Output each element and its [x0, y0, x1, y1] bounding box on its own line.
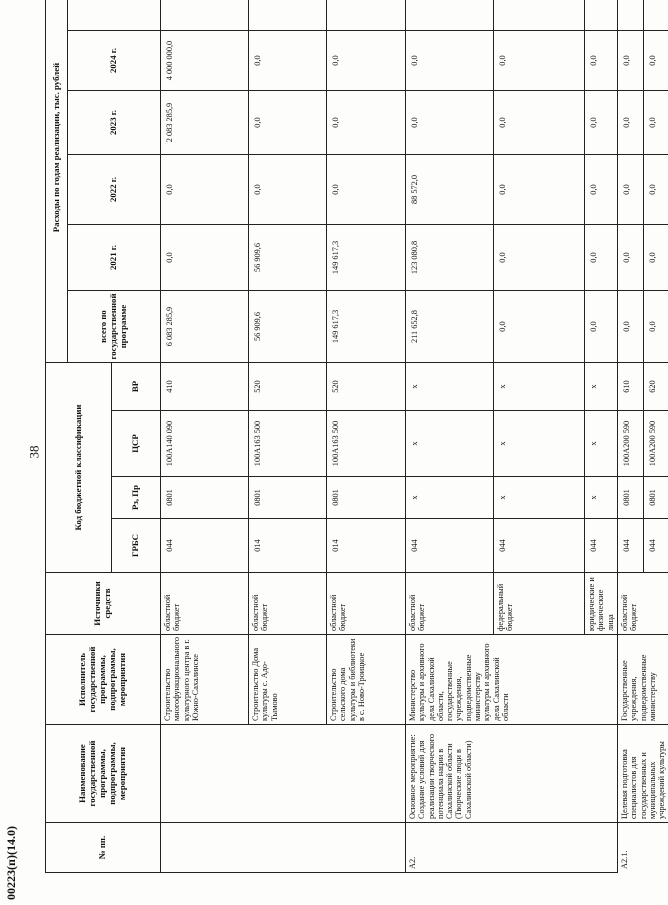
cell-grbs: 044 [405, 518, 493, 572]
cell-vr: 610 [617, 362, 643, 410]
cell-source: федеральный бюджет [493, 572, 584, 634]
cell-rzpr: 0801 [248, 476, 326, 518]
cell-y2022: 0,0 [326, 154, 405, 224]
header-num: № пп. [45, 822, 160, 872]
cell-y2024: 0,0 [584, 30, 617, 90]
cell-source: областной бюджет [326, 572, 405, 634]
header-grbs: ГРБС [111, 518, 160, 572]
budget-table [45, 32, 667, 873]
cell-total: 149 617,3 [326, 290, 405, 362]
cell-y2025 [493, 0, 584, 30]
cell-y2022: 0,0 [643, 154, 668, 224]
cell-y2021: 0,0 [160, 224, 248, 290]
cell-csr: 100A200 590 [617, 410, 643, 476]
cell-y2023: 0,0 [617, 90, 643, 154]
cell-y2023: 0,0 [493, 90, 584, 154]
cell-executor: Строительство Дома культуры с. Адо-Тымово [248, 634, 326, 724]
cell-grbs: 014 [248, 518, 326, 572]
cell-vr: х [405, 362, 493, 410]
footer-code: 00223(п)(14.0) [4, 826, 18, 900]
header-2024: 2024 г. [67, 30, 160, 90]
cell-name: Целевая подготовка специалистов для государственных и муниципальных учреждений культуры [617, 724, 668, 822]
cell-csr: 100A163 500 [248, 410, 326, 476]
header-csr: ЦСР [111, 410, 160, 476]
cell-source: областной бюджет [248, 572, 326, 634]
cell-vr: 620 [643, 362, 668, 410]
cell-csr: 100A163 500 [326, 410, 405, 476]
cell-y2021: 0,0 [617, 224, 643, 290]
cell-y2025 [160, 0, 248, 30]
cell-rzpr: 0801 [326, 476, 405, 518]
cell-y2025 [248, 0, 326, 30]
cell-total: 6 083 285,9 [160, 290, 248, 362]
cell-executor: Министерство культуры и архивного дела Сахалинской области, государственные учреждения, подведомственные министерству культуры и архивного дела Сахалинской области [405, 634, 617, 724]
cell-y2022: 88 572,0 [405, 154, 493, 224]
header-2025 [67, 0, 160, 30]
cell-executor: Строительство сельского дома культуры и библиотеки в с. Ново-Троицкое [326, 634, 405, 724]
header-expenses: Расходы по годам реализации, тыс. рублей [45, 0, 67, 362]
cell-grbs: 044 [617, 518, 643, 572]
cell-source: областной бюджет [617, 572, 668, 634]
cell-y2022: 0,0 [584, 154, 617, 224]
cell-y2021: 123 080,8 [405, 224, 493, 290]
cell-vr: х [584, 362, 617, 410]
cell-y2025 [643, 0, 668, 30]
cell-y2023: 0,0 [248, 90, 326, 154]
cell-num [160, 822, 405, 872]
cell-y2023: 2 083 285,9 [160, 90, 248, 154]
cell-total: 0,0 [493, 290, 584, 362]
cell-y2022: 0,0 [493, 154, 584, 224]
cell-y2021: 149 617,3 [326, 224, 405, 290]
cell-y2025 [617, 0, 643, 30]
cell-rzpr: 0801 [617, 476, 643, 518]
cell-grbs: 044 [493, 518, 584, 572]
cell-y2024: 0,0 [248, 30, 326, 90]
header-2021: 2021 г. [67, 224, 160, 290]
cell-y2022: 0,0 [248, 154, 326, 224]
cell-csr: х [405, 410, 493, 476]
cell-total: 0,0 [617, 290, 643, 362]
cell-y2024: 0,0 [405, 30, 493, 90]
cell-executor: Строительство многофункционального культурного центра в г. Южно-Сахалинске [160, 634, 248, 724]
cell-source: областной бюджет [160, 572, 248, 634]
cell-total: 0,0 [643, 290, 668, 362]
cell-y2023: 0,0 [326, 90, 405, 154]
header-source: Источники средств [45, 572, 160, 634]
cell-csr: 100A200 590 [643, 410, 668, 476]
header-budget-code: Код бюджетной классификации [45, 362, 111, 572]
cell-y2024: 0,0 [326, 30, 405, 90]
header-2023: 2023 г. [67, 90, 160, 154]
cell-total: 211 652,8 [405, 290, 493, 362]
cell-y2022: 0,0 [617, 154, 643, 224]
cell-rzpr: 0801 [643, 476, 668, 518]
cell-y2023: 0,0 [405, 90, 493, 154]
cell-y2024: 0,0 [493, 30, 584, 90]
cell-y2021: 56 909,6 [248, 224, 326, 290]
cell-y2025 [405, 0, 493, 30]
cell-grbs: 044 [160, 518, 248, 572]
cell-grbs: 014 [326, 518, 405, 572]
cell-y2023: 0,0 [643, 90, 668, 154]
cell-num: А2.1. [617, 822, 668, 872]
page-number: 38 [26, 445, 41, 459]
cell-csr: х [493, 410, 584, 476]
cell-y2022: 0,0 [160, 154, 248, 224]
cell-grbs: 044 [584, 518, 617, 572]
header-executor: Исполнитель государственной программы, подпрограммы, мероприятия [45, 634, 160, 724]
cell-source: юридические и физические лица [584, 572, 617, 634]
cell-y2024: 0,0 [643, 30, 668, 90]
cell-total: 0,0 [584, 290, 617, 362]
cell-y2024: 4 000 000,0 [160, 30, 248, 90]
cell-vr: 410 [160, 362, 248, 410]
cell-total: 56 909,6 [248, 290, 326, 362]
cell-y2021: 0,0 [584, 224, 617, 290]
cell-rzpr: 0801 [160, 476, 248, 518]
cell-source: областной бюджет [405, 572, 493, 634]
cell-rzpr: х [493, 476, 584, 518]
table-viewport [45, 33, 667, 873]
cell-y2021: 0,0 [643, 224, 668, 290]
cell-y2025 [584, 0, 617, 30]
cell-name: Основное мероприятие: Создание условий для реализации творческого потенциала нации в Сахалинской области (Творческие люди в Сахалинской области) [405, 724, 617, 822]
cell-csr: 100A140 090 [160, 410, 248, 476]
cell-num: А2. [405, 822, 617, 872]
cell-csr: х [584, 410, 617, 476]
cell-vr: х [493, 362, 584, 410]
header-name: Наименование государственной программы, подпрограммы, мероприятия [45, 724, 160, 822]
cell-grbs: 044 [643, 518, 668, 572]
cell-rzpr: х [584, 476, 617, 518]
cell-name [160, 724, 405, 822]
cell-y2025 [326, 0, 405, 30]
header-total: всего по государственной программе [67, 290, 160, 362]
cell-y2024: 0,0 [617, 30, 643, 90]
cell-y2023: 0,0 [584, 90, 617, 154]
header-vr: ВР [111, 362, 160, 410]
header-rzpr: Рз, Пр [111, 476, 160, 518]
rotated-table-container [45, 33, 667, 873]
cell-vr: 520 [248, 362, 326, 410]
cell-y2021: 0,0 [493, 224, 584, 290]
cell-executor: Государственные учреждения, подведомственные министерству [617, 634, 668, 724]
cell-vr: 520 [326, 362, 405, 410]
cell-rzpr: х [405, 476, 493, 518]
header-2022: 2022 г. [67, 154, 160, 224]
